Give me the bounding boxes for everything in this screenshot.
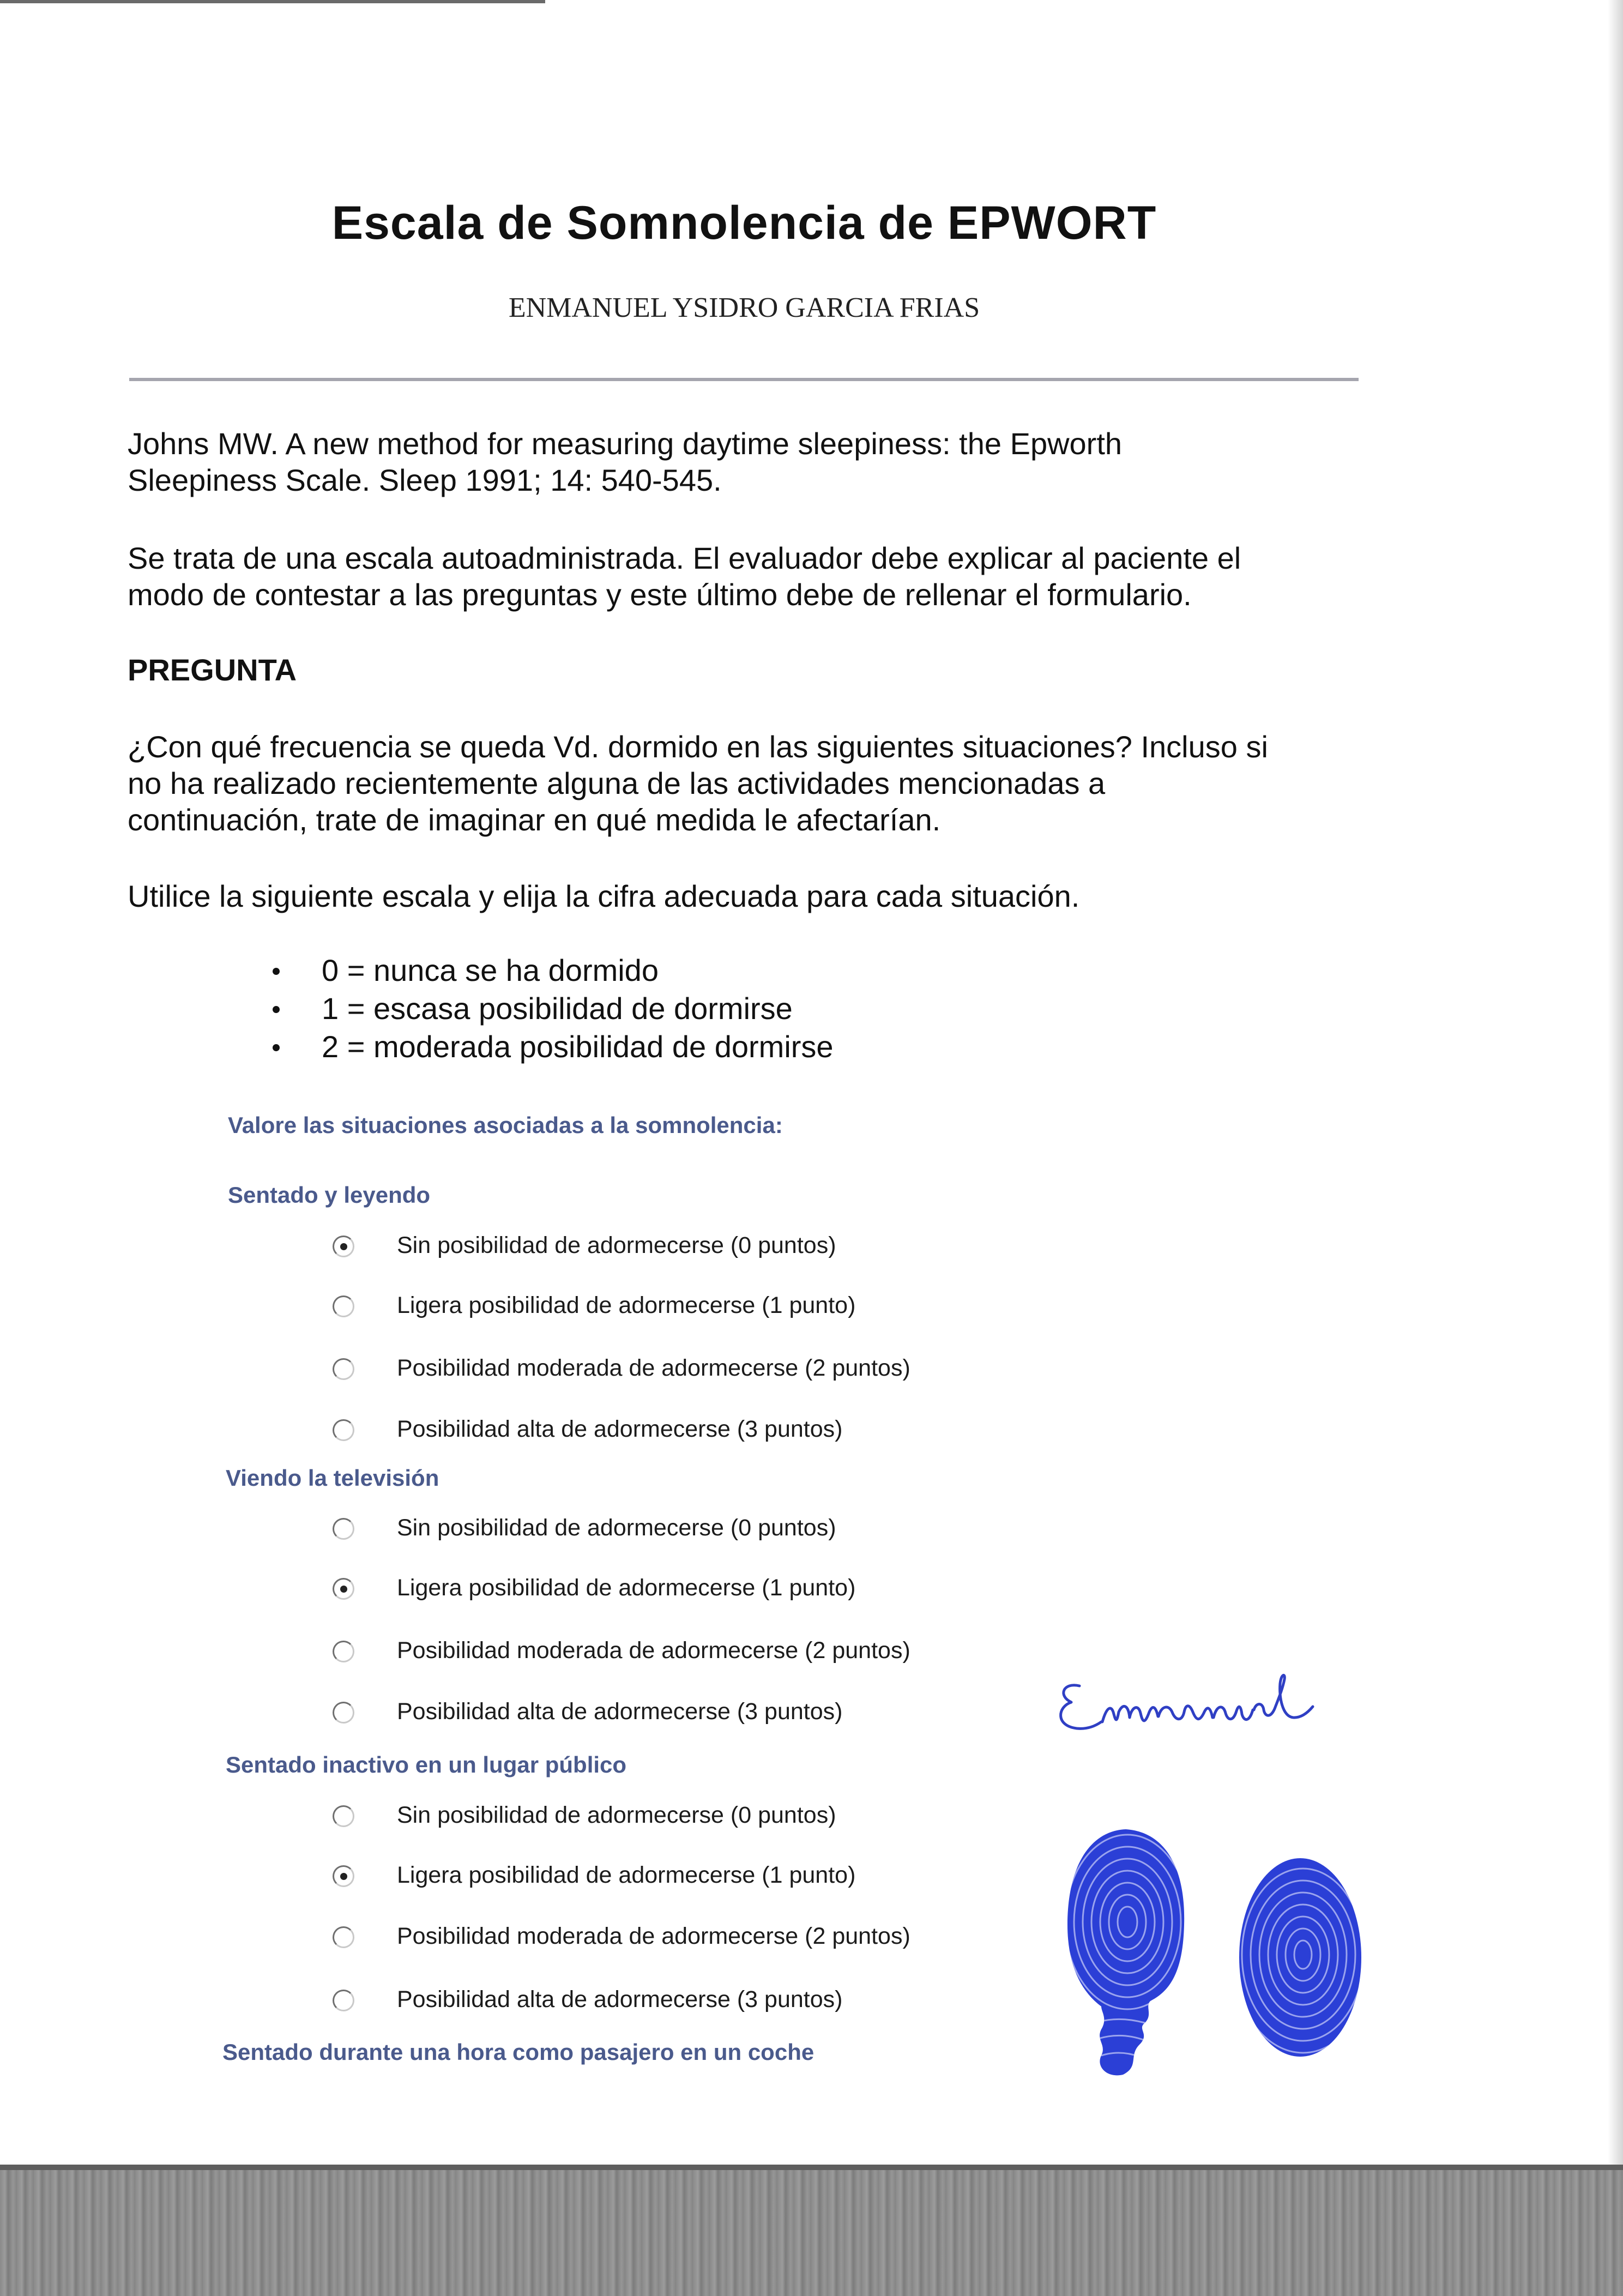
scanner-bed-border: [0, 2165, 1623, 2296]
radio-button[interactable]: [333, 1518, 354, 1540]
reference-line-1: Johns MW. A new method for measuring daytime sleepiness: the Epworth: [128, 426, 1123, 461]
scale-list: [267, 951, 834, 1066]
radio-button[interactable]: [333, 1702, 354, 1723]
option-label: Sin posibilidad de adormecerse (0 puntos): [397, 1232, 836, 1258]
intro-line-1: Se trata de una escala autoadministrada. El evaluador debe explicar al paciente el: [128, 541, 1241, 575]
option-label: Sin posibilidad de adormecerse (0 puntos): [397, 1515, 836, 1541]
option-label: Ligera posibilidad de adormecerse (1 punto): [397, 1575, 856, 1601]
section-title-sentado-leyendo: Sentado y leyendo: [228, 1182, 431, 1208]
form-prompt: Valore las situaciones asociadas a la somnolencia:: [228, 1112, 783, 1138]
document-title: Escala de Somnolencia de EPWORT: [331, 197, 1157, 249]
radio-button-selected[interactable]: [333, 1236, 354, 1257]
option-label: Posibilidad alta de adormecerse (3 puntos): [397, 1986, 843, 2012]
scale-item: 2 = moderada posibilidad de dormirse: [267, 1028, 834, 1066]
question-line-2: no ha realizado recientemente alguna de las actividades mencionadas a: [128, 766, 1106, 800]
intro-paragraph: [128, 540, 1392, 613]
section-title-pasajero-coche: Sentado durante una hora como pasajero en un coche: [222, 2039, 814, 2065]
radio-button[interactable]: [333, 1926, 354, 1948]
radio-button[interactable]: [333, 1419, 354, 1441]
fingerprint-right: [1235, 1854, 1366, 2061]
patient-name: ENMANUEL YSIDRO GARCIA FRIAS: [508, 292, 980, 323]
header-divider: [129, 378, 1359, 381]
radio-button[interactable]: [333, 1358, 354, 1380]
question-paragraph: [128, 728, 1392, 838]
radio-button[interactable]: [333, 1295, 354, 1317]
scan-top-edge: [0, 0, 545, 3]
option-label: Sin posibilidad de adormecerse (0 puntos): [397, 1802, 836, 1828]
handwritten-signature: [1047, 1652, 1396, 1761]
section-title-lugar-publico: Sentado inactivo en un lugar público: [226, 1752, 627, 1777]
reference-citation: [128, 425, 1392, 498]
radio-button[interactable]: [333, 1990, 354, 2011]
scan-page-edge-shadow: [1608, 0, 1623, 2165]
reference-line-2: Sleepiness Scale. Sleep 1991; 14: 540-545.: [128, 463, 722, 497]
question-line-3: continuación, trate de imaginar en qué medida le afectarían.: [128, 803, 941, 837]
option-label: Posibilidad alta de adormecerse (3 puntos): [397, 1416, 843, 1442]
option-label: Posibilidad alta de adormecerse (3 puntos): [397, 1698, 843, 1725]
option-label: Posibilidad moderada de adormecerse (2 puntos): [397, 1637, 910, 1664]
intro-line-2: modo de contestar a las preguntas y este último debe de rellenar el formulario.: [128, 577, 1192, 612]
option-label: Ligera posibilidad de adormecerse (1 punto): [397, 1292, 856, 1318]
section-title-viendo-television: Viendo la televisión: [226, 1465, 439, 1491]
option-label: Ligera posibilidad de adormecerse (1 punto): [397, 1862, 856, 1888]
radio-button-selected[interactable]: [333, 1578, 354, 1600]
radio-button[interactable]: [333, 1805, 354, 1827]
option-label: Posibilidad moderada de adormecerse (2 puntos): [397, 1923, 910, 1949]
option-label: Posibilidad moderada de adormecerse (2 puntos): [397, 1355, 910, 1381]
radio-button[interactable]: [333, 1641, 354, 1662]
scale-item: 0 = nunca se ha dormido: [267, 951, 834, 990]
fingerprint-left: [1063, 1827, 1188, 2083]
question-heading: PREGUNTA: [128, 653, 297, 687]
scale-item: 1 = escasa posibilidad de dormirse: [267, 990, 834, 1028]
question-line-1: ¿Con qué frecuencia se queda Vd. dormido en las siguientes situaciones? Incluso si: [128, 730, 1268, 764]
scale-instruction: Utilice la siguiente escala y elija la cifra adecuada para cada situación.: [128, 879, 1080, 913]
radio-button-selected[interactable]: [333, 1865, 354, 1887]
